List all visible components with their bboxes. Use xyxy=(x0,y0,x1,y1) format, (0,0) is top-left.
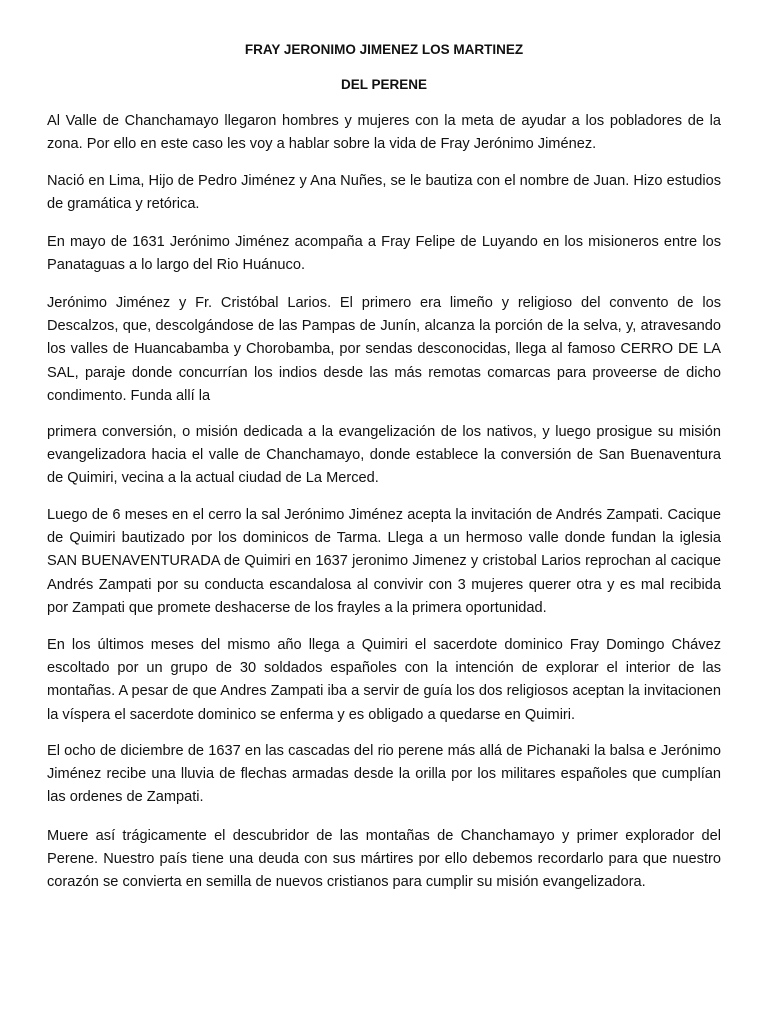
paragraph-first-conversion: primera conversión, o misión dedicada a la evangelización de los nativos, y luego prosigue su misión evangelizadora hacia el valle de Chanchamayo, donde establece la conversión de San Buenaventura de Quimiri, vecina a la actual ciudad de La Merced. xyxy=(47,424,721,487)
paragraph-conclusion: Muere así trágicamente el descubridor de las montañas de Chanchamayo y primer explorador del Perene. Nuestro país tiene una deuda con sus mártires por ello debemos recordarlo para que nuestro corazón se convierta en semilla de nuevos cristianos para cumplir su misión evangelizadora. xyxy=(47,828,721,891)
document-title: FRAY JERONIMO JIMENEZ LOS MARTINEZ xyxy=(244,42,524,57)
document-subtitle: DEL PERENE xyxy=(340,77,428,92)
paragraph-zampati: Luego de 6 meses en el cerro la sal Jerónimo Jiménez acepta la invitación de Andrés Zampati. Cacique de Quimiri bautizado por los dominicos de Tarma. Llega a un hermoso valle donde fundan la iglesia SAN BUENAVENTURADA de Quimiri en 1637 jeronimo Jimenez y cristobal Larios reprochan al cacique Andrés Zampati por su conducta escandalosa al convivir con 3 mujeres querer otra y es mal recibida por Zampati que promete deshacerse de los frayles a la primera oportunidad. xyxy=(47,507,721,616)
paragraph-death: El ocho de diciembre de 1637 en las cascadas del rio perene más allá de Pichanaki la balsa e Jerónimo Jiménez recibe una lluvia de flechas armadas desde la orilla por los militares españoles que cumplían las ordenes de Zampati. xyxy=(47,743,721,806)
paragraph-domingo-chavez: En los últimos meses del mismo año llega a Quimiri el sacerdote dominico Fray Domingo Chávez escoltado por un grupo de 30 soldados españoles con la intención de explorar el interior de las montañas. A pesar de que Andres Zampati iba a servir de guía los dos religiosos aceptan la invitacionen la víspera el sacerdote dominico se enferma y es obligado a quedarse en Quimiri. xyxy=(47,637,721,723)
paragraph-birth: Nació en Lima, Hijo de Pedro Jiménez y Ana Nuñes, se le bautiza con el nombre de Juan. Hizo estudios de gramática y retórica. xyxy=(47,173,721,213)
paragraph-intro: Al Valle de Chanchamayo llegaron hombres y mujeres con la meta de ayudar a los pobladores de la zona. Por ello en este caso les voy a hablar sobre la vida de Fray Jerónimo Jiménez. xyxy=(47,113,721,153)
paragraph-1631: En mayo de 1631 Jerónimo Jiménez acompaña a Fray Felipe de Luyando en los misioneros entre los Panataguas a lo largo del Rio Huánuco. xyxy=(47,234,721,274)
paragraph-cerro-de-la-sal: Jerónimo Jiménez y Fr. Cristóbal Larios. El primero era limeño y religioso del convento de los Descalzos, que, descolgándose de las Pampas de Junín, alcanza la porción de la selva, y, atravesando los valles de Huancabamba y Chorobamba, por sendas desconocidas, llega al famoso CERRO DE LA SAL, paraje donde concurrían los indios desde las más remotas comarcas para proveerse de dicho condimento. Funda allí la xyxy=(47,295,721,404)
